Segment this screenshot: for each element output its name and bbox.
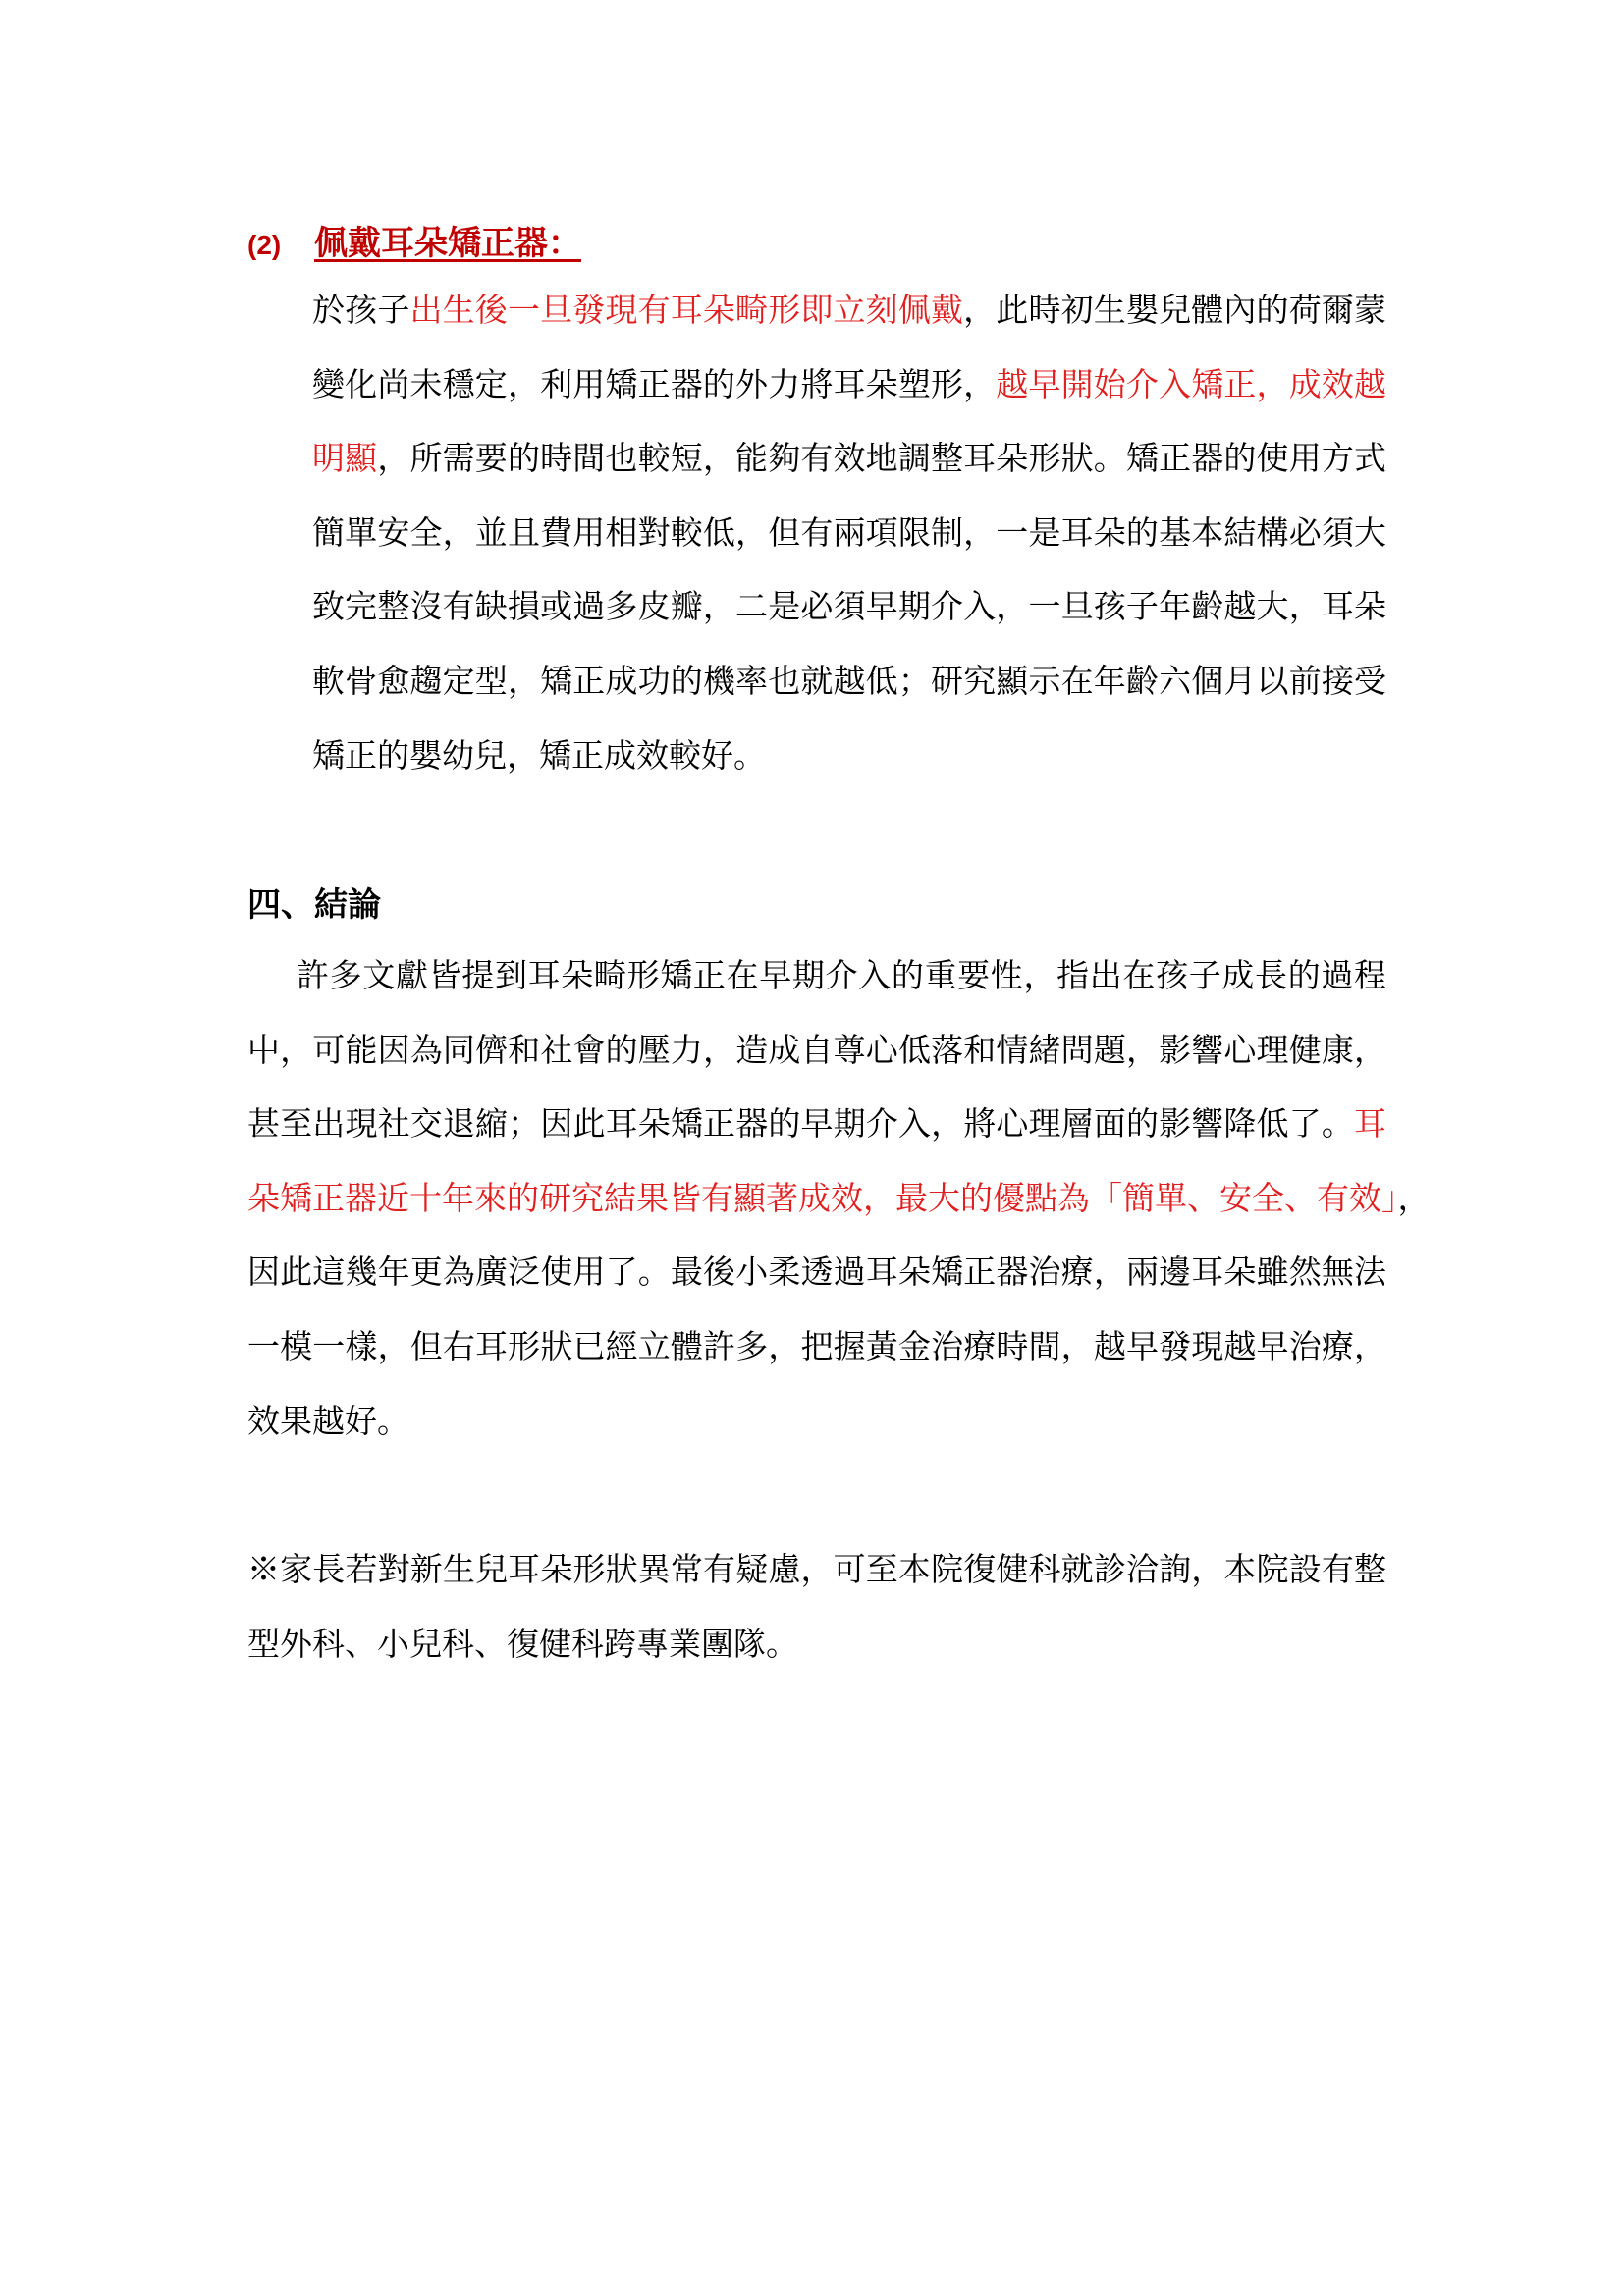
text-line <box>247 1177 1431 1220</box>
text-line <box>312 437 1386 480</box>
highlighted-text: 朵矯正器近十年來的研究結果皆有顯著成效，最大的優點為「簡單、安全、有效」 <box>247 1178 1398 1217</box>
text-segment: 效果越好。 <box>247 1401 409 1440</box>
highlighted-text: 耳 <box>1354 1104 1386 1144</box>
text-segment: 許多文獻皆提到耳朵畸形矯正在早期介入的重要性，指出在孩子成長的過程 <box>297 956 1386 994</box>
text-line <box>247 1548 1386 1591</box>
text-line <box>312 511 1386 555</box>
text-line <box>312 585 1386 628</box>
text-segment: ，所需要的時間也較短，能夠有效地調整耳朵形狀。矯正器的使用方式 <box>377 439 1386 478</box>
text-line <box>247 1251 1386 1294</box>
text-line <box>312 363 1386 406</box>
text-segment: ， <box>1397 1178 1431 1217</box>
text-segment: 簡單安全，並且費用相對較低，但有兩項限制，一是耳朵的基本結構必須大 <box>312 512 1386 552</box>
text-segment: 致完整沒有缺損或過多皮瓣，二是必須早期介入，一旦孩子年齡越大，耳朵 <box>312 587 1386 626</box>
text-segment: 一模一樣，但右耳形狀已經立體許多，把握黃金治療時間，越早發現越早治療， <box>247 1327 1386 1365</box>
text-line <box>247 1102 1386 1146</box>
text-segment: ※家長若對新生兒耳朵形狀異常有疑慮，可至本院復健科就診洽詢，本院設有整 <box>247 1550 1386 1588</box>
text-line <box>312 660 1386 703</box>
highlighted-text: 越早開始介入矯正，成效越 <box>996 364 1386 403</box>
text-segment: ，此時初生嬰兒體內的荷爾蒙 <box>963 291 1386 329</box>
subsection-heading <box>247 216 581 264</box>
text-line <box>312 289 1386 332</box>
text-line <box>312 734 1386 777</box>
text-line <box>247 1029 1386 1072</box>
text-line <box>297 954 1386 997</box>
subsection-number: (2) <box>247 230 282 260</box>
subsection-title: 佩戴耳朵矯正器： <box>314 224 581 263</box>
text-segment: 於孩子 <box>312 291 410 329</box>
highlighted-text: 明顯 <box>312 439 378 478</box>
text-line <box>247 1325 1386 1368</box>
text-segment: 矯正的嬰幼兒，矯正成效較好。 <box>312 735 766 774</box>
section-heading: 四、結論 <box>247 885 381 925</box>
text-segment: 變化尚未穩定，利用矯正器的外力將耳朵塑形， <box>312 364 997 403</box>
text-line <box>247 1400 1386 1443</box>
text-segment: 型外科、小兒科、復健科跨專業團隊。 <box>247 1624 798 1663</box>
text-segment: 中，可能因為同儕和社會的壓力，造成自尊心低落和情緒問題，影響心理健康， <box>247 1030 1386 1069</box>
highlighted-text: 出生後一旦發現有耳朵畸形即立刻佩戴 <box>409 291 964 329</box>
text-segment: 甚至出現社交退縮；因此耳朵矯正器的早期介入，將心理層面的影響降低了。 <box>247 1104 1354 1144</box>
text-line <box>247 1623 1386 1666</box>
text-segment: 軟骨愈趨定型，矯正成功的機率也就越低；研究顯示在年齡六個月以前接受 <box>312 662 1386 700</box>
text-segment: 因此這幾年更為廣泛使用了。最後小柔透過耳朵矯正器治療，兩邊耳朵雖然無法 <box>247 1253 1386 1292</box>
